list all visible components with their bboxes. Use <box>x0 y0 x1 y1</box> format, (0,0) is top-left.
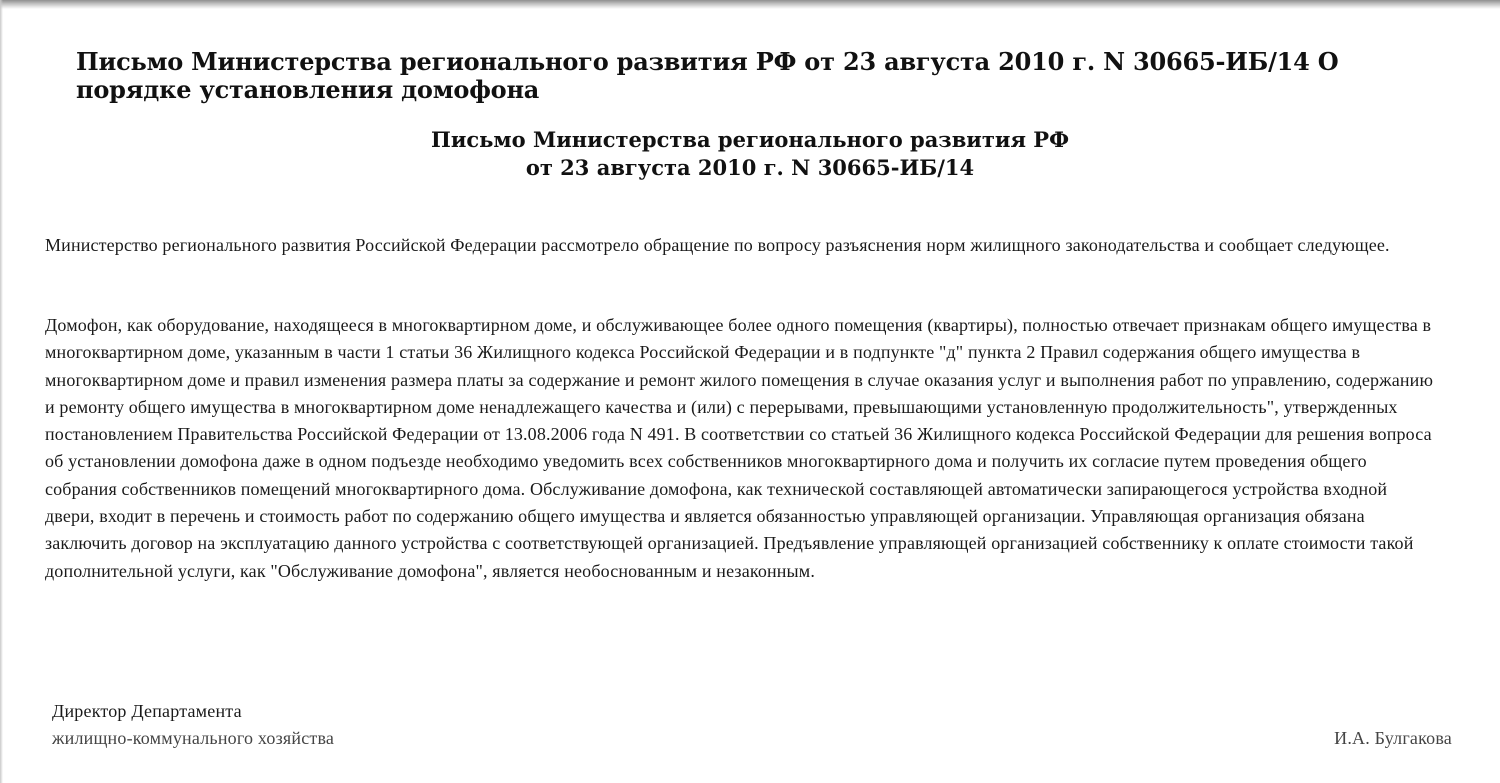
document-heading-line-1: Письмо Министерства регионального развития РФ <box>430 127 1069 152</box>
signature-position: Директор Департамента <box>52 701 242 721</box>
signature-name: И.А. Булгакова <box>1334 728 1452 748</box>
paragraph-intro: Министерство регионального развития Российской Федерации рассмотрело обращение по вопросу разъяснения норм жилищного законодательства и сообщает следующее. <box>45 235 1390 255</box>
document-title: Письмо Министерства регионального развития РФ от 23 августа 2010 г. N 30665-ИБ/14 О порядке установления домофона <box>76 47 1339 104</box>
signature-block <box>52 698 334 752</box>
page-left-edge <box>0 0 3 783</box>
document-heading-line-2: от 23 августа 2010 г. N 30665-ИБ/14 <box>525 155 975 180</box>
signature-department: жилищно-коммунального хозяйства <box>52 728 335 748</box>
paragraph-main: Домофон, как оборудование, находящееся в многоквартирном доме, и обслуживающее более одного помещения (квартиры), полностью отвечает признакам общего имущества в многоквартирном доме, указанным в части 1 статьи 36 Жилищного кодекса Российской Федерации и в подпункте "д" пункта 2 Правил содержания общего имущества в многоквартирном доме и правил изменения размера платы за содержание и ремонт жилого помещения в случае оказания услуг и выполнения работ по управлению, содержанию и ремонту общего имущества в многоквартирном доме ненадлежащего качества и (или) с перерывами, превышающими установленную продолжительность", утвержденных постановлением Правительства Российской Федерации от 13.08.2006 года N 491. В соответствии со статьей 36 Жилищного кодекса Российской Федерации для решения вопроса об установлении домофона даже в одном подъезде необходимо уведомить всех собственников многоквартирного дома и получить их согласие путем проведения общего собрания собственников помещений многоквартирного дома. Обслуживание домофона, как технической составляющей автоматически запирающегося устройства входной двери, входит в перечень и стоимость работ по содержанию общего имущества и является обязанностью управляющей организации. Управляющая организация обязана заключить договор на эксплуатацию данного устройства с соответствующей организацией. Предъявление управляющей организацией собственнику к оплате стоимости такой дополнительной услуги, как "Обслуживание домофона", является необоснованным и незаконным. <box>45 315 1434 581</box>
document-heading <box>250 126 1250 182</box>
page-top-shadow <box>0 0 1500 9</box>
